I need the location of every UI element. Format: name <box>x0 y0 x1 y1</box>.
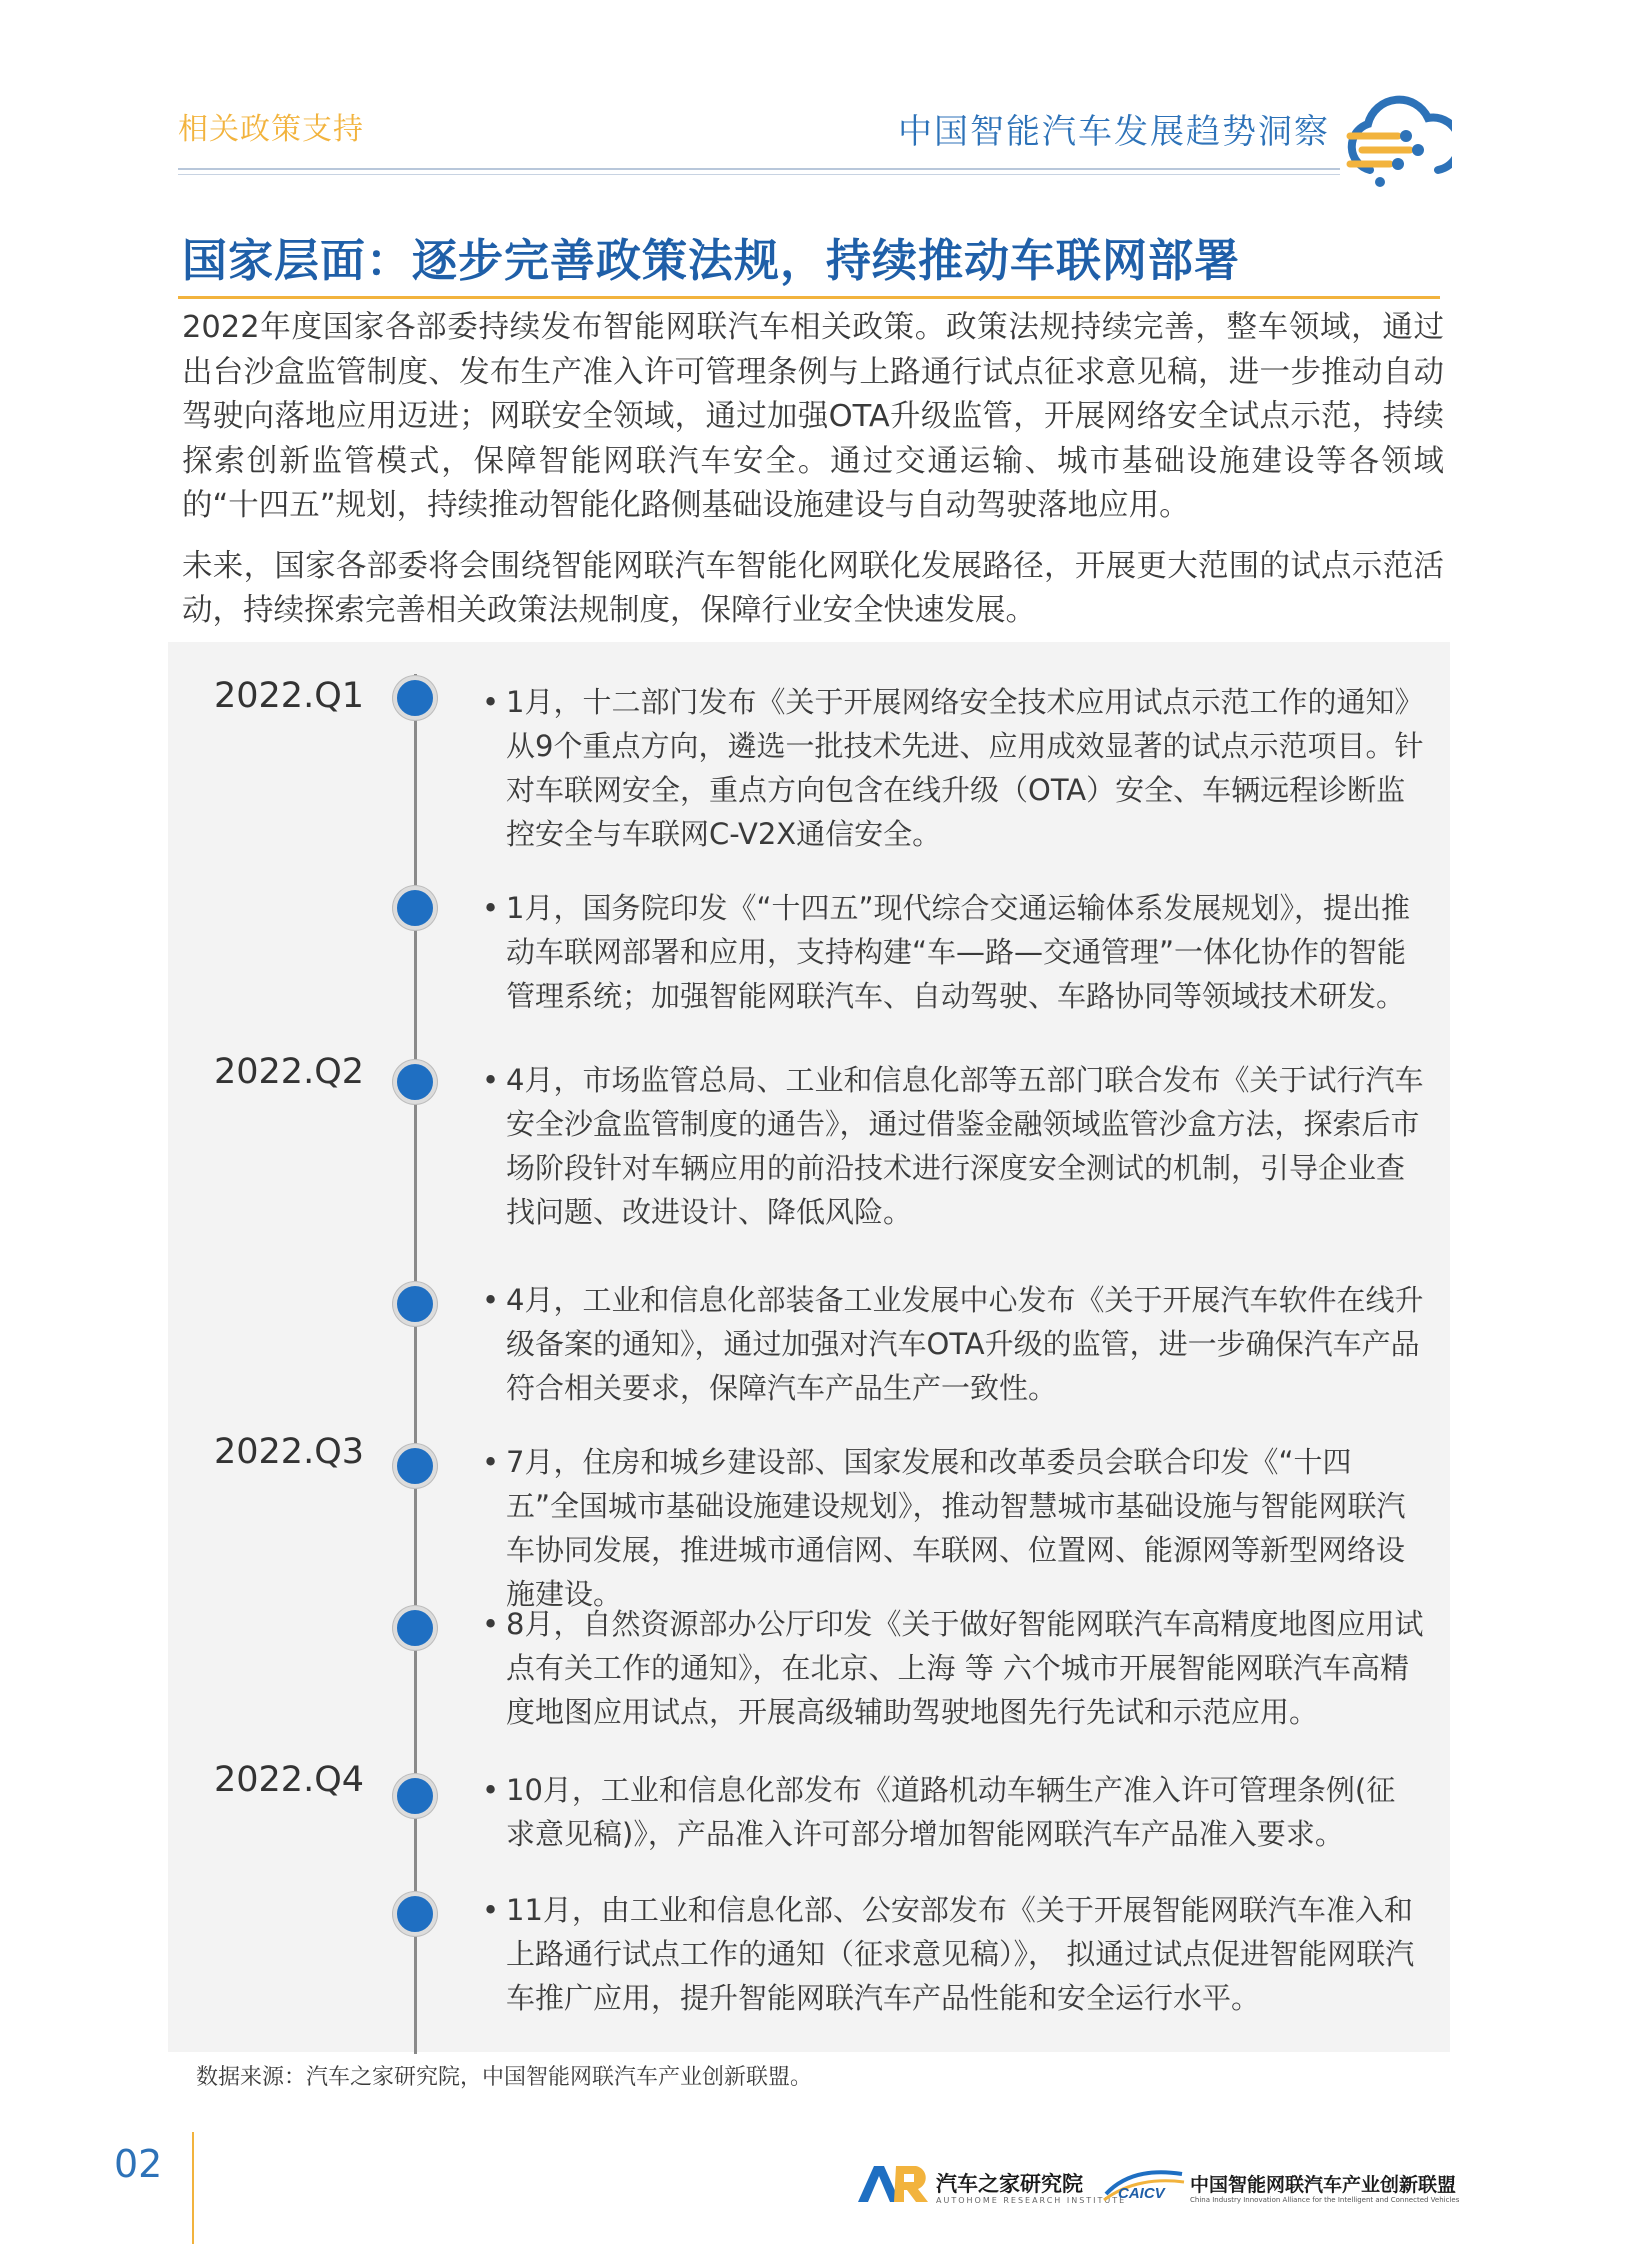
event-text: 11月，由工业和信息化部、公安部发布《关于开展智能网联汽车准入和上路通行试点工作的通知（征求意见稿）》， 拟通过试点促进智能网联汽车推广应用，提升智能网联汽车产品性能和安全运行水平。 <box>506 1893 1415 2015</box>
footer-divider <box>192 2132 194 2244</box>
header-report-title: 中国智能汽车发展趋势洞察 <box>898 112 1330 152</box>
bullet-mark: • <box>482 1445 500 1479</box>
page-number: 02 <box>114 2142 163 2186</box>
event-text: 4月，市场监管总局、工业和信息化部等五部门联合发布《关于试行汽车安全沙盒监管制度的通告》，通过借鉴金融领域监管沙盒方法，探索后市场阶段针对车辆应用的前沿技术进行深度安全测试的机制，引导企业查找问题、改进设计、降低风险。 <box>506 1063 1424 1229</box>
event-text: 7月，住房和城乡建设部、国家发展和改革委员会联合印发《“十四五”全国城市基础设施建设规划》，推动智慧城市基础设施与智能网联汽车协同发展，推进城市通信网、车联网、位置网、能源网等新型网络设施建设。 <box>506 1445 1406 1611</box>
title-underline <box>178 296 1440 299</box>
event-text: 10月，工业和信息化部发布《道路机动车辆生产准入许可管理条例(征求意见稿)》，产品准入许可部分增加智能网联汽车产品准入要求。 <box>506 1773 1396 1851</box>
timeline-dot <box>393 1444 437 1488</box>
quarter-label-q3: 2022.Q3 <box>214 1432 365 1472</box>
caicv-logo-name: 中国智能网联汽车产业创新联盟 <box>1190 2174 1457 2196</box>
bullet-mark: • <box>482 1893 500 1927</box>
bullet-mark: • <box>482 685 500 719</box>
event-text: 1月，国务院印发《“十四五”现代综合交通运输体系发展规划》，提出推动车联网部署和应用，支持构建“车—路—交通管理”一体化协作的智能管理系统；加强智能网联汽车、自动驾驶、车路协同等领域技术研发。 <box>506 891 1410 1013</box>
caicv-logo-mark: CAICV <box>1118 2185 1165 2202</box>
timeline-event <box>482 1440 1424 1616</box>
event-text: 4月，工业和信息化部装备工业发展中心发布《关于开展汽车软件在线升级备案的通知》，通过加强对汽车OTA升级的监管，进一步确保汽车产品符合相关要求，保障汽车产品生产一致性。 <box>506 1283 1424 1405</box>
timeline-event <box>482 680 1424 856</box>
timeline-dot <box>393 1060 437 1104</box>
timeline-dot <box>393 676 437 720</box>
timeline-event <box>482 1888 1424 2020</box>
timeline-dot <box>393 1606 437 1650</box>
header-section-label: 相关政策支持 <box>178 112 364 147</box>
timeline-event <box>482 1602 1424 1734</box>
timeline-dot <box>393 1774 437 1818</box>
caicv-logo-subtitle: China Industry Innovation Alliance for the Intelligent and Connected Vehicles <box>1190 2196 1460 2204</box>
event-text: 8月，自然资源部办公厅印发《关于做好智能网联汽车高精度地图应用试点有关工作的通知》，在北京、上海 等 六个城市开展智能网联汽车高精度地图应用试点，开展高级辅助驾驶地图先行先试和示范应用。 <box>506 1607 1424 1729</box>
timeline-dot <box>393 1282 437 1326</box>
header-divider-thin <box>178 174 1340 175</box>
bullet-mark: • <box>482 1283 500 1317</box>
timeline-event <box>482 1768 1424 1856</box>
bullet-mark: • <box>482 1773 500 1807</box>
quarter-label-q1: 2022.Q1 <box>214 676 365 716</box>
quarter-label-q2: 2022.Q2 <box>214 1052 365 1092</box>
header-divider <box>178 168 1340 170</box>
bullet-mark: • <box>482 1063 500 1097</box>
data-source-note: 数据来源：汽车之家研究院，中国智能网联汽车产业创新联盟。 <box>196 2065 813 2090</box>
page-title: 国家层面：逐步完善政策法规，持续推动车联网部署 <box>182 234 1241 287</box>
timeline-dot <box>393 1892 437 1936</box>
timeline-axis <box>414 674 417 2054</box>
autohome-logo-name: 汽车之家研究院 <box>936 2172 1083 2196</box>
intro-paragraph-2: 未来，国家各部委将会围绕智能网联汽车智能化网联化发展路径，开展更大范围的试点示范活动，持续探索完善相关政策法规制度，保障行业安全快速发展。 <box>182 548 1444 628</box>
intro-text <box>182 306 1444 650</box>
bullet-mark: • <box>482 891 500 925</box>
event-text: 1月，十二部门发布《关于开展网络安全技术应用试点示范工作的通知》从9个重点方向，遴选一批技术先进、应用成效显著的试点示范项目。针对车联网安全，重点方向包含在线升级（OTA）安全、车辆远程诊断监控安全与车联网C-V2X通信安全。 <box>506 685 1424 851</box>
timeline-event <box>482 1058 1424 1234</box>
caicv-logo-icon <box>1102 2164 1186 2206</box>
timeline-dot <box>393 886 437 930</box>
intro-paragraph-1: 2022年度国家各部委持续发布智能网联汽车相关政策。政策法规持续完善，整车领域，通过出台沙盒监管制度、发布生产准入许可管理条例与上路通行试点征求意见稿，进一步推动自动驾驶向落地应用迈进；网联安全领域，通过加强OTA升级监管，开展网络安全试点示范，持续探索创新监管模式，保障智能网联汽车安全。通过交通运输、城市基础设施建设等各领域的“十四五”规划，持续推动智能化路侧基础设施建设与自动驾驶落地应用。 <box>182 310 1444 523</box>
autohome-logo-subtitle: AUTOHOME RESEARCH INSTITUTE <box>936 2196 1127 2205</box>
autohome-logo-icon <box>856 2162 932 2204</box>
timeline-event <box>482 886 1424 1018</box>
timeline-event <box>482 1278 1424 1410</box>
cloud-network-icon <box>1340 92 1452 188</box>
quarter-label-q4: 2022.Q4 <box>214 1760 365 1800</box>
bullet-mark: • <box>482 1607 500 1641</box>
